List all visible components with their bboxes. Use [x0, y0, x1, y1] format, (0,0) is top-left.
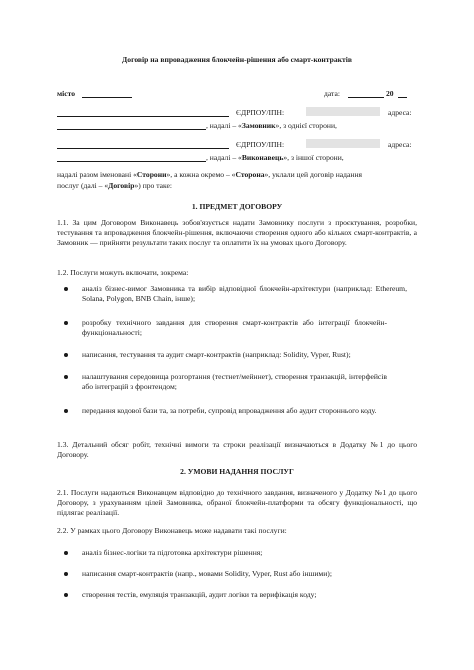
- date-year: 20: [386, 89, 394, 98]
- city-blank[interactable]: [82, 97, 132, 98]
- clause-1-3: 1.3. Детальний обсяг робіт, технічні вимоги та строки реалізації визначаються в Додатку №1 до цього Договору.: [57, 440, 417, 459]
- s1-bullet-3: написання, тестування та аудит смарт-контрактів (наприклад: Solidity, Vyper, Rust);: [82, 350, 351, 359]
- s2-bullet-3: створення тестів, емуляція транзакцій, аудит логіки та верифікація коду;: [82, 590, 317, 599]
- s1-bullet-4: налаштування середовища розгортання (тестнет/мейннет), створення транзакцій, інтерфейсів або інтеграцій з фронтендом;: [82, 372, 387, 391]
- s1-bullet-5: передання кодової бази та, за потреби, супровід впровадження або аудит стороннього коду.: [82, 406, 377, 415]
- year-blank[interactable]: [398, 97, 407, 98]
- intro-line-1: надалі разом іменовані «Сторони», а кожна окремо – «Сторона», уклали цей договір надання: [57, 170, 363, 179]
- bullet-dot: [64, 375, 68, 379]
- party2-edrpou-field[interactable]: [306, 139, 380, 148]
- party2-name-blank[interactable]: [57, 148, 229, 149]
- s1-bullet-2: розробку технічного завдання для створення смарт-контрактів або інтеграції блокчейн-функціональності;: [82, 318, 387, 337]
- party2-edrpou-label: ЄДРПОУ/ІПН:: [236, 140, 285, 149]
- document-title: Договір на впровадження блокчейн-рішення або смарт-контрактів: [122, 55, 352, 64]
- bullet-dot: [64, 572, 68, 576]
- party2-address-label: адреса:: [388, 140, 412, 149]
- date-label-wrap: дата:: [324, 89, 340, 98]
- bullet-dot: [64, 353, 68, 357]
- clause-1-1: 1.1. За цим Договором Виконавець зобов'язується надати Замовнику послуги з проєктування, розробки, тестування та впровадження блокчейн-рішення, включаючи створення одного або кількох смарт-контрактів, а Замовник — прийняти результати таких послуг та оплатити їх на умовах цього Договору.: [57, 218, 417, 247]
- s2-bullet-2: написання смарт-контрактів (напр., мовами Solidity, Vyper, Rust або іншими);: [82, 569, 332, 578]
- intro-line-2: послуг (далі – «Договір») про таке:: [57, 181, 173, 190]
- party2-role: Виконавець: [241, 153, 284, 162]
- party1-edrpou-label: ЄДРПОУ/ІПН:: [236, 108, 285, 117]
- s2-bullet-1: аналіз бізнес-логіки та підготовка архітектури рішення;: [82, 548, 263, 557]
- party1-role: Замовник: [241, 121, 276, 130]
- clause-2-2: 2.2. У рамках цього Договору Виконавець може надавати такі послуги:: [57, 526, 287, 535]
- party1-role-line: , надалі – «Замовник», з однієї сторони,: [206, 121, 337, 130]
- party2-role-line: , надалі – «Виконавець», з іншої сторони,: [206, 153, 344, 162]
- bullet-dot: [64, 287, 68, 291]
- section1-heading: 1. ПРЕДМЕТ ДОГОВОРУ: [191, 202, 283, 211]
- bullet-dot: [64, 593, 68, 597]
- party1-name-blank[interactable]: [57, 116, 229, 117]
- city-label: місто: [57, 89, 76, 98]
- date-label: дата: [324, 89, 338, 98]
- party2-address-blank[interactable]: [57, 161, 206, 162]
- bullet-dot: [64, 321, 68, 325]
- bullet-dot: [64, 551, 68, 555]
- clause-2-1: 2.1. Послуги надаються Виконавцем відповідно до технічного завдання, визначеного у Додатку №1 до цього Договору, з урахуванням цілей Замовника, обраної блокчейн-платформи та обсягу функціональності, що підлягає реалізації.: [57, 488, 417, 517]
- bullet-dot: [64, 409, 68, 413]
- date-blank[interactable]: [348, 97, 384, 98]
- section2-heading: 2. УМОВИ НАДАННЯ ПОСЛУГ: [180, 467, 294, 476]
- clause-1-2: 1.2. Послуги можуть включати, зокрема:: [57, 268, 189, 277]
- party1-edrpou-field[interactable]: [306, 107, 380, 116]
- s1-bullet-1: аналіз бізнес-вимог Замовника та вибір відповідної блокчейн-архітектури (наприклад: Ethereum, Solana, Polygon, BNB Chain, інше);: [82, 284, 407, 303]
- party1-address-label: адреса:: [388, 108, 412, 117]
- party1-address-blank[interactable]: [57, 129, 206, 130]
